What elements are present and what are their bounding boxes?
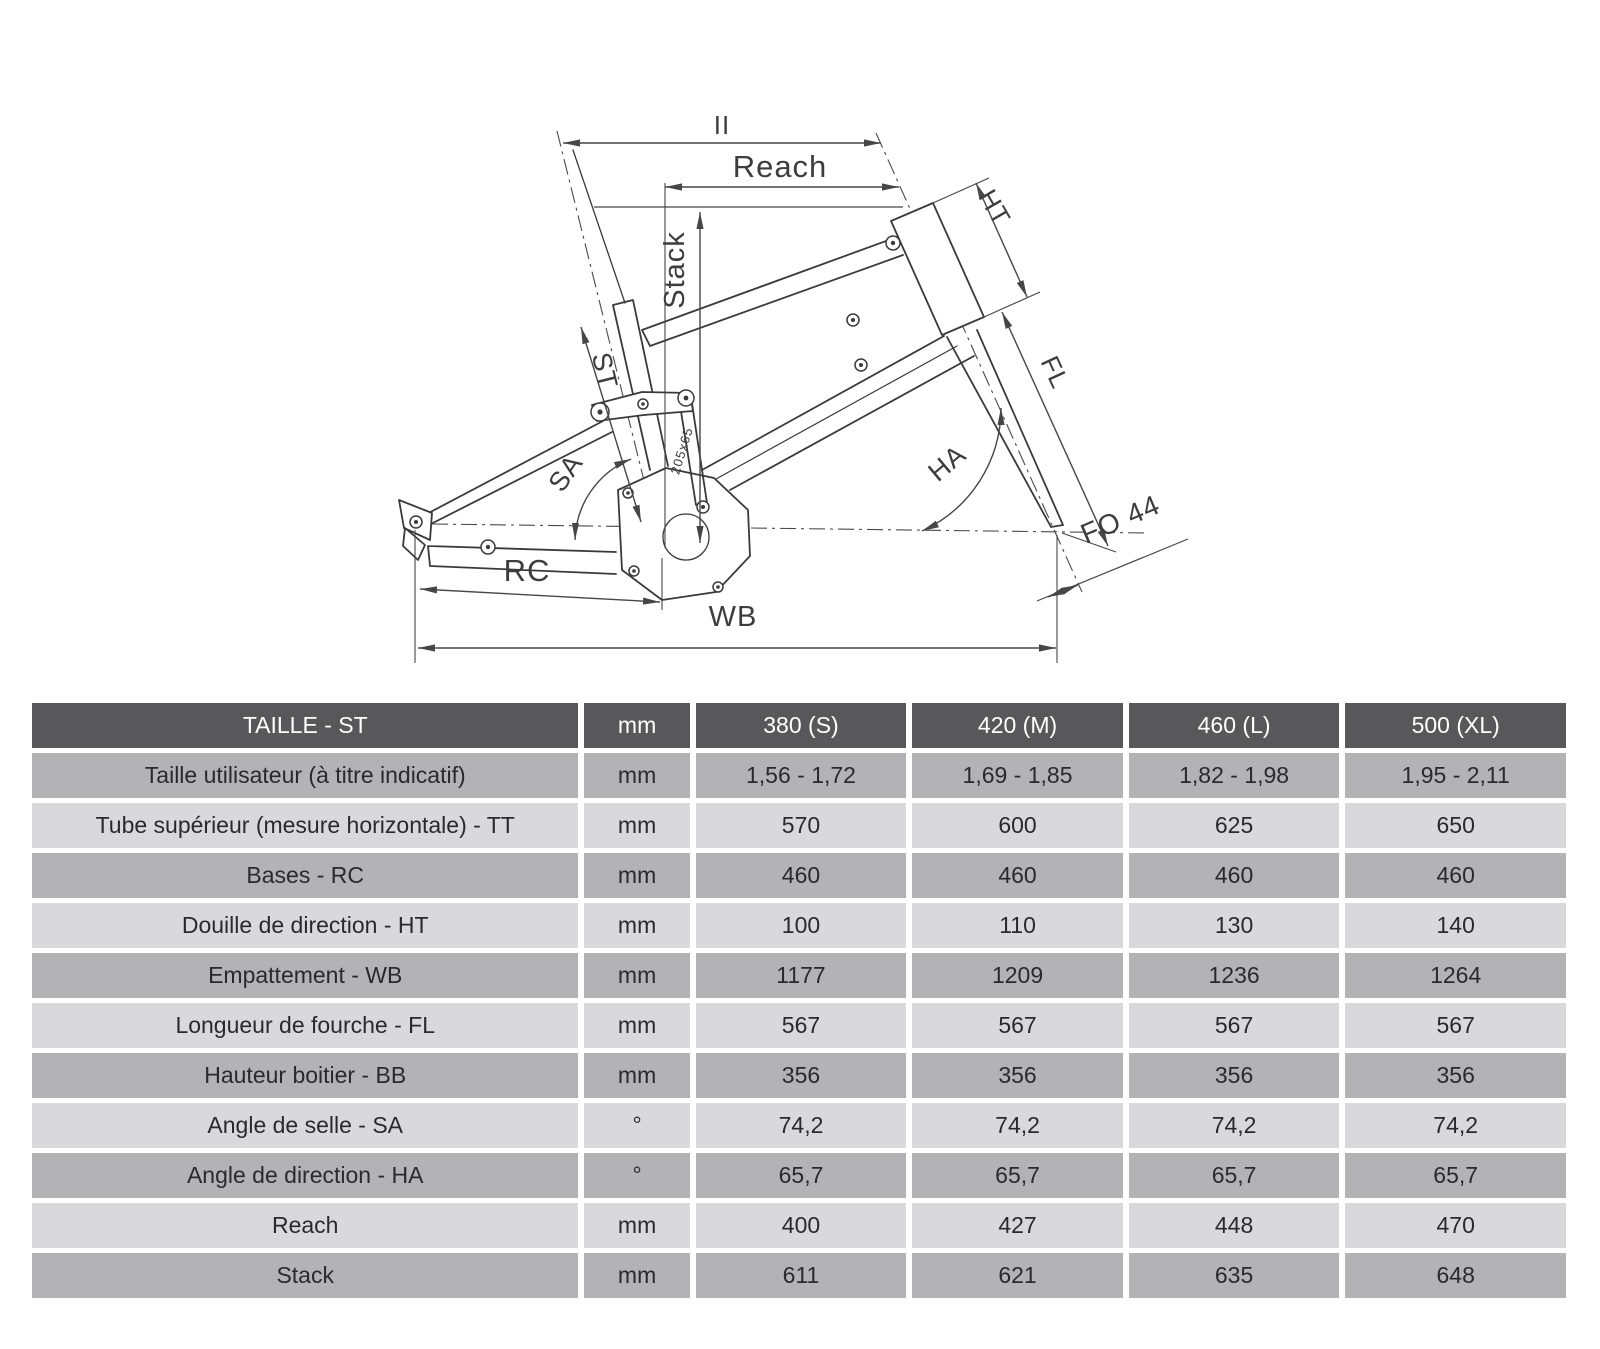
value-cell: 1209 <box>912 953 1123 998</box>
row-label-cell: Angle de direction - HA <box>32 1153 578 1198</box>
down-tube-seam <box>716 346 957 479</box>
table-row <box>32 1003 1566 1048</box>
value-cell: 635 <box>1129 1253 1340 1298</box>
tt-label: II <box>713 110 731 140</box>
table-row <box>32 803 1566 848</box>
value-cell: 567 <box>1129 1003 1340 1048</box>
value-cell: 356 <box>1129 1053 1340 1098</box>
value-cell: 1264 <box>1345 953 1566 998</box>
value-cell: 567 <box>696 1003 907 1048</box>
value-cell: 470 <box>1345 1203 1566 1248</box>
value-cell: 570 <box>696 803 907 848</box>
value-cell: 356 <box>912 1053 1123 1098</box>
table-row <box>32 1153 1566 1198</box>
value-cell: 400 <box>696 1203 907 1248</box>
value-cell: 567 <box>912 1003 1123 1048</box>
value-cell: 1,95 - 2,11 <box>1345 753 1566 798</box>
value-cell: 65,7 <box>1129 1153 1340 1198</box>
sa-label: SA <box>542 448 589 498</box>
value-cell: 460 <box>696 853 907 898</box>
value-cell: 621 <box>912 1253 1123 1298</box>
unit-cell: mm <box>584 1253 689 1298</box>
table-row <box>32 853 1566 898</box>
header-size-label: TAILLE - ST <box>32 703 578 748</box>
value-cell: 1,69 - 1,85 <box>912 753 1123 798</box>
unit-cell: ° <box>584 1153 689 1198</box>
value-cell: 1236 <box>1129 953 1340 998</box>
row-label-cell: Hauteur boitier - BB <box>32 1053 578 1098</box>
row-label-cell: Stack <box>32 1253 578 1298</box>
header-size-l: 460 (L) <box>1129 703 1340 748</box>
geometry-table <box>26 698 1572 1303</box>
unit-cell: mm <box>584 1203 689 1248</box>
value-cell: 356 <box>696 1053 907 1098</box>
value-cell: 1,82 - 1,98 <box>1129 753 1340 798</box>
value-cell: 600 <box>912 803 1123 848</box>
table-row <box>32 753 1566 798</box>
bike-frame-drawing <box>399 150 1063 600</box>
table-row <box>32 1103 1566 1148</box>
dimension-labels <box>504 110 1165 633</box>
fo-arrows <box>1048 585 1078 597</box>
value-cell: 1177 <box>696 953 907 998</box>
value-cell: 460 <box>1129 853 1340 898</box>
unit-cell: mm <box>584 1053 689 1098</box>
unit-cell: ° <box>584 1103 689 1148</box>
row-label-cell: Reach <box>32 1203 578 1248</box>
row-label-cell: Douille de direction - HT <box>32 903 578 948</box>
value-cell: 567 <box>1345 1003 1566 1048</box>
value-cell: 65,7 <box>1345 1153 1566 1198</box>
value-cell: 74,2 <box>1129 1103 1340 1148</box>
header-unit: mm <box>584 703 689 748</box>
fo-label: FO 44 <box>1076 488 1165 550</box>
row-label-cell: Angle de selle - SA <box>32 1103 578 1148</box>
seat-stays <box>421 421 612 527</box>
row-label-cell: Longueur de fourche - FL <box>32 1003 578 1048</box>
table-row <box>32 1053 1566 1098</box>
value-cell: 648 <box>1345 1253 1566 1298</box>
row-label-cell: Taille utilisateur (à titre indicatif) <box>32 753 578 798</box>
value-cell: 427 <box>912 1203 1123 1248</box>
value-cell: 74,2 <box>696 1103 907 1148</box>
value-cell: 650 <box>1345 803 1566 848</box>
reach-label: Reach <box>732 149 828 184</box>
unit-cell: mm <box>584 753 689 798</box>
value-cell: 625 <box>1129 803 1340 848</box>
value-cell: 130 <box>1129 903 1340 948</box>
table-row <box>32 1203 1566 1248</box>
unit-cell: mm <box>584 1003 689 1048</box>
header-size-s: 380 (S) <box>696 703 907 748</box>
st-label: ST <box>585 349 624 393</box>
value-cell: 356 <box>1345 1053 1566 1098</box>
ha-label: HA <box>922 438 972 488</box>
stack-label: Stack <box>659 231 691 309</box>
value-cell: 100 <box>696 903 907 948</box>
shock-size-label: 205x65 <box>667 425 696 477</box>
row-label-cell: Empattement - WB <box>32 953 578 998</box>
header-size-xl: 500 (XL) <box>1345 703 1566 748</box>
value-cell: 140 <box>1345 903 1566 948</box>
unit-cell: mm <box>584 903 689 948</box>
unit-cell: mm <box>584 853 689 898</box>
unit-cell: mm <box>584 953 689 998</box>
rc-label: RC <box>503 553 551 588</box>
rc-dim <box>420 589 660 602</box>
table-header-row <box>32 703 1566 748</box>
value-cell: 74,2 <box>1345 1103 1566 1148</box>
value-cell: 460 <box>1345 853 1566 898</box>
ht-label: HT <box>972 184 1017 231</box>
wb-label: WB <box>708 601 758 633</box>
value-cell: 460 <box>912 853 1123 898</box>
value-cell: 448 <box>1129 1203 1340 1248</box>
row-label-cell: Bases - RC <box>32 853 578 898</box>
row-label-cell: Tube supérieur (mesure horizontale) - TT <box>32 803 578 848</box>
table-row <box>32 903 1566 948</box>
value-cell: 74,2 <box>912 1103 1123 1148</box>
value-cell: 1,56 - 1,72 <box>696 753 907 798</box>
fl-label: FL <box>1034 351 1076 394</box>
value-cell: 65,7 <box>696 1153 907 1198</box>
unit-cell: mm <box>584 803 689 848</box>
axle-centerline <box>432 524 1148 533</box>
fl-dim <box>1002 312 1108 546</box>
table-row <box>32 1253 1566 1298</box>
value-cell: 611 <box>696 1253 907 1298</box>
head-tube <box>891 203 984 335</box>
table-row <box>32 953 1566 998</box>
motor-casing <box>618 468 750 600</box>
header-size-m: 420 (M) <box>912 703 1123 748</box>
value-cell: 110 <box>912 903 1123 948</box>
value-cell: 65,7 <box>912 1153 1123 1198</box>
geometry-table-body <box>32 753 1566 1298</box>
